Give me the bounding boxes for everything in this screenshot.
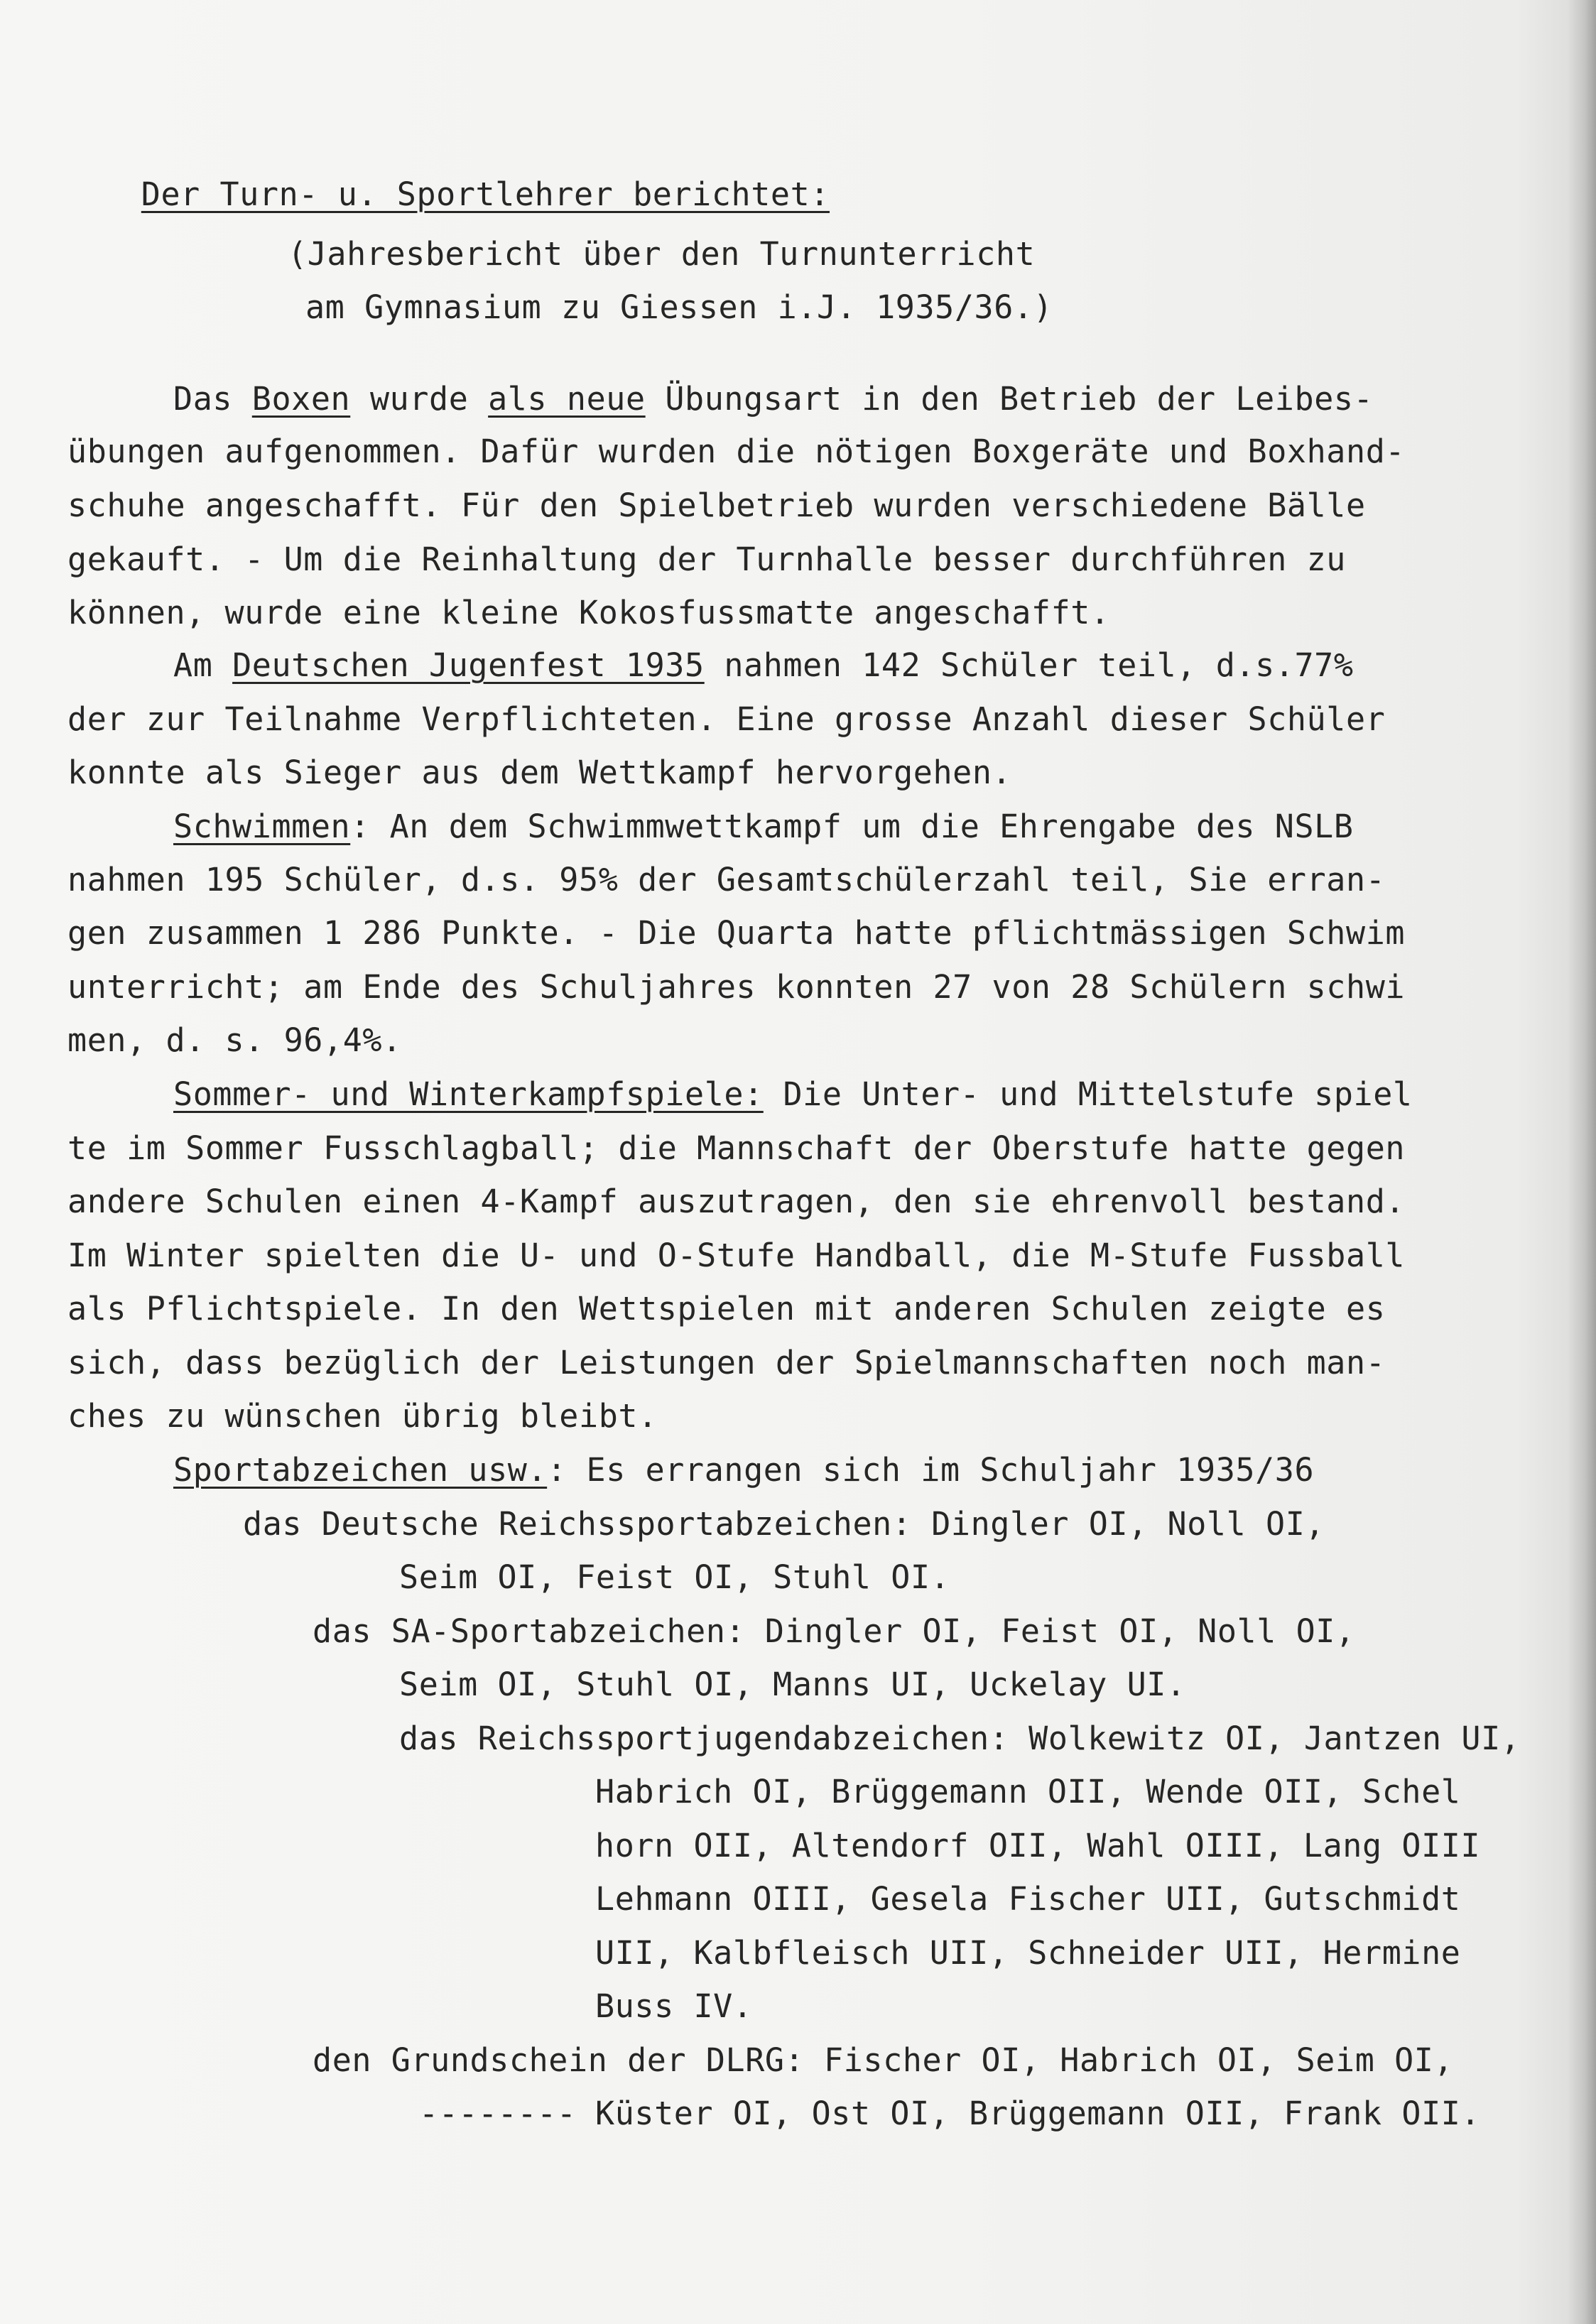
report-heading: Der Turn- u. Sportlehrer berichtet: [141,175,830,213]
paragraph-sportabzeichen-line-8: horn OII, Altendorf OII, Wahl OIII, Lang OIII [595,1827,1481,1864]
paragraph-kampfspiele-line-2: te im Sommer Fusschlagball; die Mannschaft der Oberstufe hatte gegen [67,1129,1406,1167]
paragraph-jugendfest-line-1: Am Deutschen Jugenfest 1935 nahmen 142 Schüler teil, d.s.77% [173,646,1354,684]
paragraph-sportabzeichen-line-10: UII, Kalbfleisch UII, Schneider UII, Hermine [595,1934,1461,1972]
paragraph-schwimmen-line-5: men, d. s. 96,4%. [67,1021,402,1059]
paragraph-sportabzeichen-line-11: Buss IV. [595,1987,753,2025]
paragraph-sportabzeichen-line-1: Sportabzeichen usw.: Es errangen sich im Schuljahr 1935/36 [173,1451,1315,1489]
paragraph-sportabzeichen-line-3: Seim OI, Feist OI, Stuhl OI. [399,1558,950,1596]
report-subtitle-line-2: am Gymnasium zu Giessen i.J. 1935/36.) [305,288,1053,326]
paragraph-sportabzeichen-line-13: Küster OI, Ost OI, Brüggemann OII, Frank OII. [595,2095,1481,2132]
paragraph-kampfspiele-line-5: als Pflichtspiele. In den Wettspielen mit anderen Schulen zeigte es [67,1290,1386,1327]
paragraph-boxen-line-4: gekauft. - Um die Reinhaltung der Turnhalle besser durchführen zu [67,541,1346,578]
paragraph-sportabzeichen-line-2: das Deutsche Reichssportabzeichen: Dingler OI, Noll OI, [243,1505,1325,1543]
paragraph-sportabzeichen-line-6: das Reichssportjugendabzeichen: Wolkewitz OI, Jantzen UI, [399,1720,1521,1757]
paragraph-sportabzeichen-line-9: Lehmann OIII, Gesela Fischer UII, Gutschmidt [595,1880,1461,1918]
paragraph-kampfspiele-line-4: Im Winter spielten die U- und O-Stufe Handball, die M-Stufe Fussball [67,1237,1406,1274]
paragraph-schwimmen-line-3: gen zusammen 1 286 Punkte. - Die Quarta hatte pflichtmässigen Schwim [67,914,1406,952]
paragraph-jugendfest-line-3: konnte als Sieger aus dem Wettkampf hervorgehen. [67,754,1012,791]
paragraph-sportabzeichen-line-12: den Grundschein der DLRG: Fischer OI, Habrich OI, Seim OI, [313,2041,1454,2079]
paragraph-boxen-line-1: Das Boxen wurde als neue Übungsart in den Betrieb der Leibes- [173,380,1374,418]
page-edge-shadow [1568,0,1596,2324]
paragraph-jugendfest-line-2: der zur Teilnahme Verpflichteten. Eine grosse Anzahl dieser Schüler [67,700,1386,738]
paragraph-sportabzeichen-dash: -------- [419,2095,577,2132]
paragraph-kampfspiele-line-6: sich, dass bezüglich der Leistungen der Spielmannschaften noch man- [67,1344,1386,1381]
paragraph-kampfspiele-line-3: andere Schulen einen 4-Kampf auszutragen, den sie ehrenvoll bestand. [67,1183,1406,1220]
paragraph-schwimmen-line-4: unterricht; am Ende des Schuljahres konnten 27 von 28 Schülern schwi [67,968,1406,1006]
paragraph-kampfspiele-line-7: ches zu wünschen übrig bleibt. [67,1397,658,1435]
paragraph-sportabzeichen-line-4: das SA-Sportabzeichen: Dingler OI, Feist OI, Noll OI, [313,1612,1355,1650]
paragraph-sportabzeichen-line-5: Seim OI, Stuhl OI, Manns UI, Uckelay UI. [399,1666,1186,1703]
report-subtitle-line-1: (Jahresbericht über den Turnunterricht [288,235,1036,273]
paragraph-sportabzeichen-line-7: Habrich OI, Brüggemann OII, Wende OII, Schel [595,1773,1461,1810]
paragraph-boxen-line-2: übungen aufgenommen. Dafür wurden die nötigen Boxgeräte und Boxhand- [67,433,1406,470]
paragraph-schwimmen-line-1: Schwimmen: An dem Schwimmwettkampf um die Ehrengabe des NSLB [173,808,1354,845]
paragraph-boxen-line-5: können, wurde eine kleine Kokosfussmatte angeschafft. [67,594,1110,631]
paragraph-schwimmen-line-2: nahmen 195 Schüler, d.s. 95% der Gesamtschülerzahl teil, Sie erran- [67,861,1386,898]
paragraph-boxen-line-3: schuhe angeschafft. Für den Spielbetrieb wurden verschiedene Bälle [67,487,1366,524]
paragraph-kampfspiele-line-1: Sommer- und Winterkampfspiele: Die Unter- und Mittelstufe spiel [173,1075,1413,1113]
